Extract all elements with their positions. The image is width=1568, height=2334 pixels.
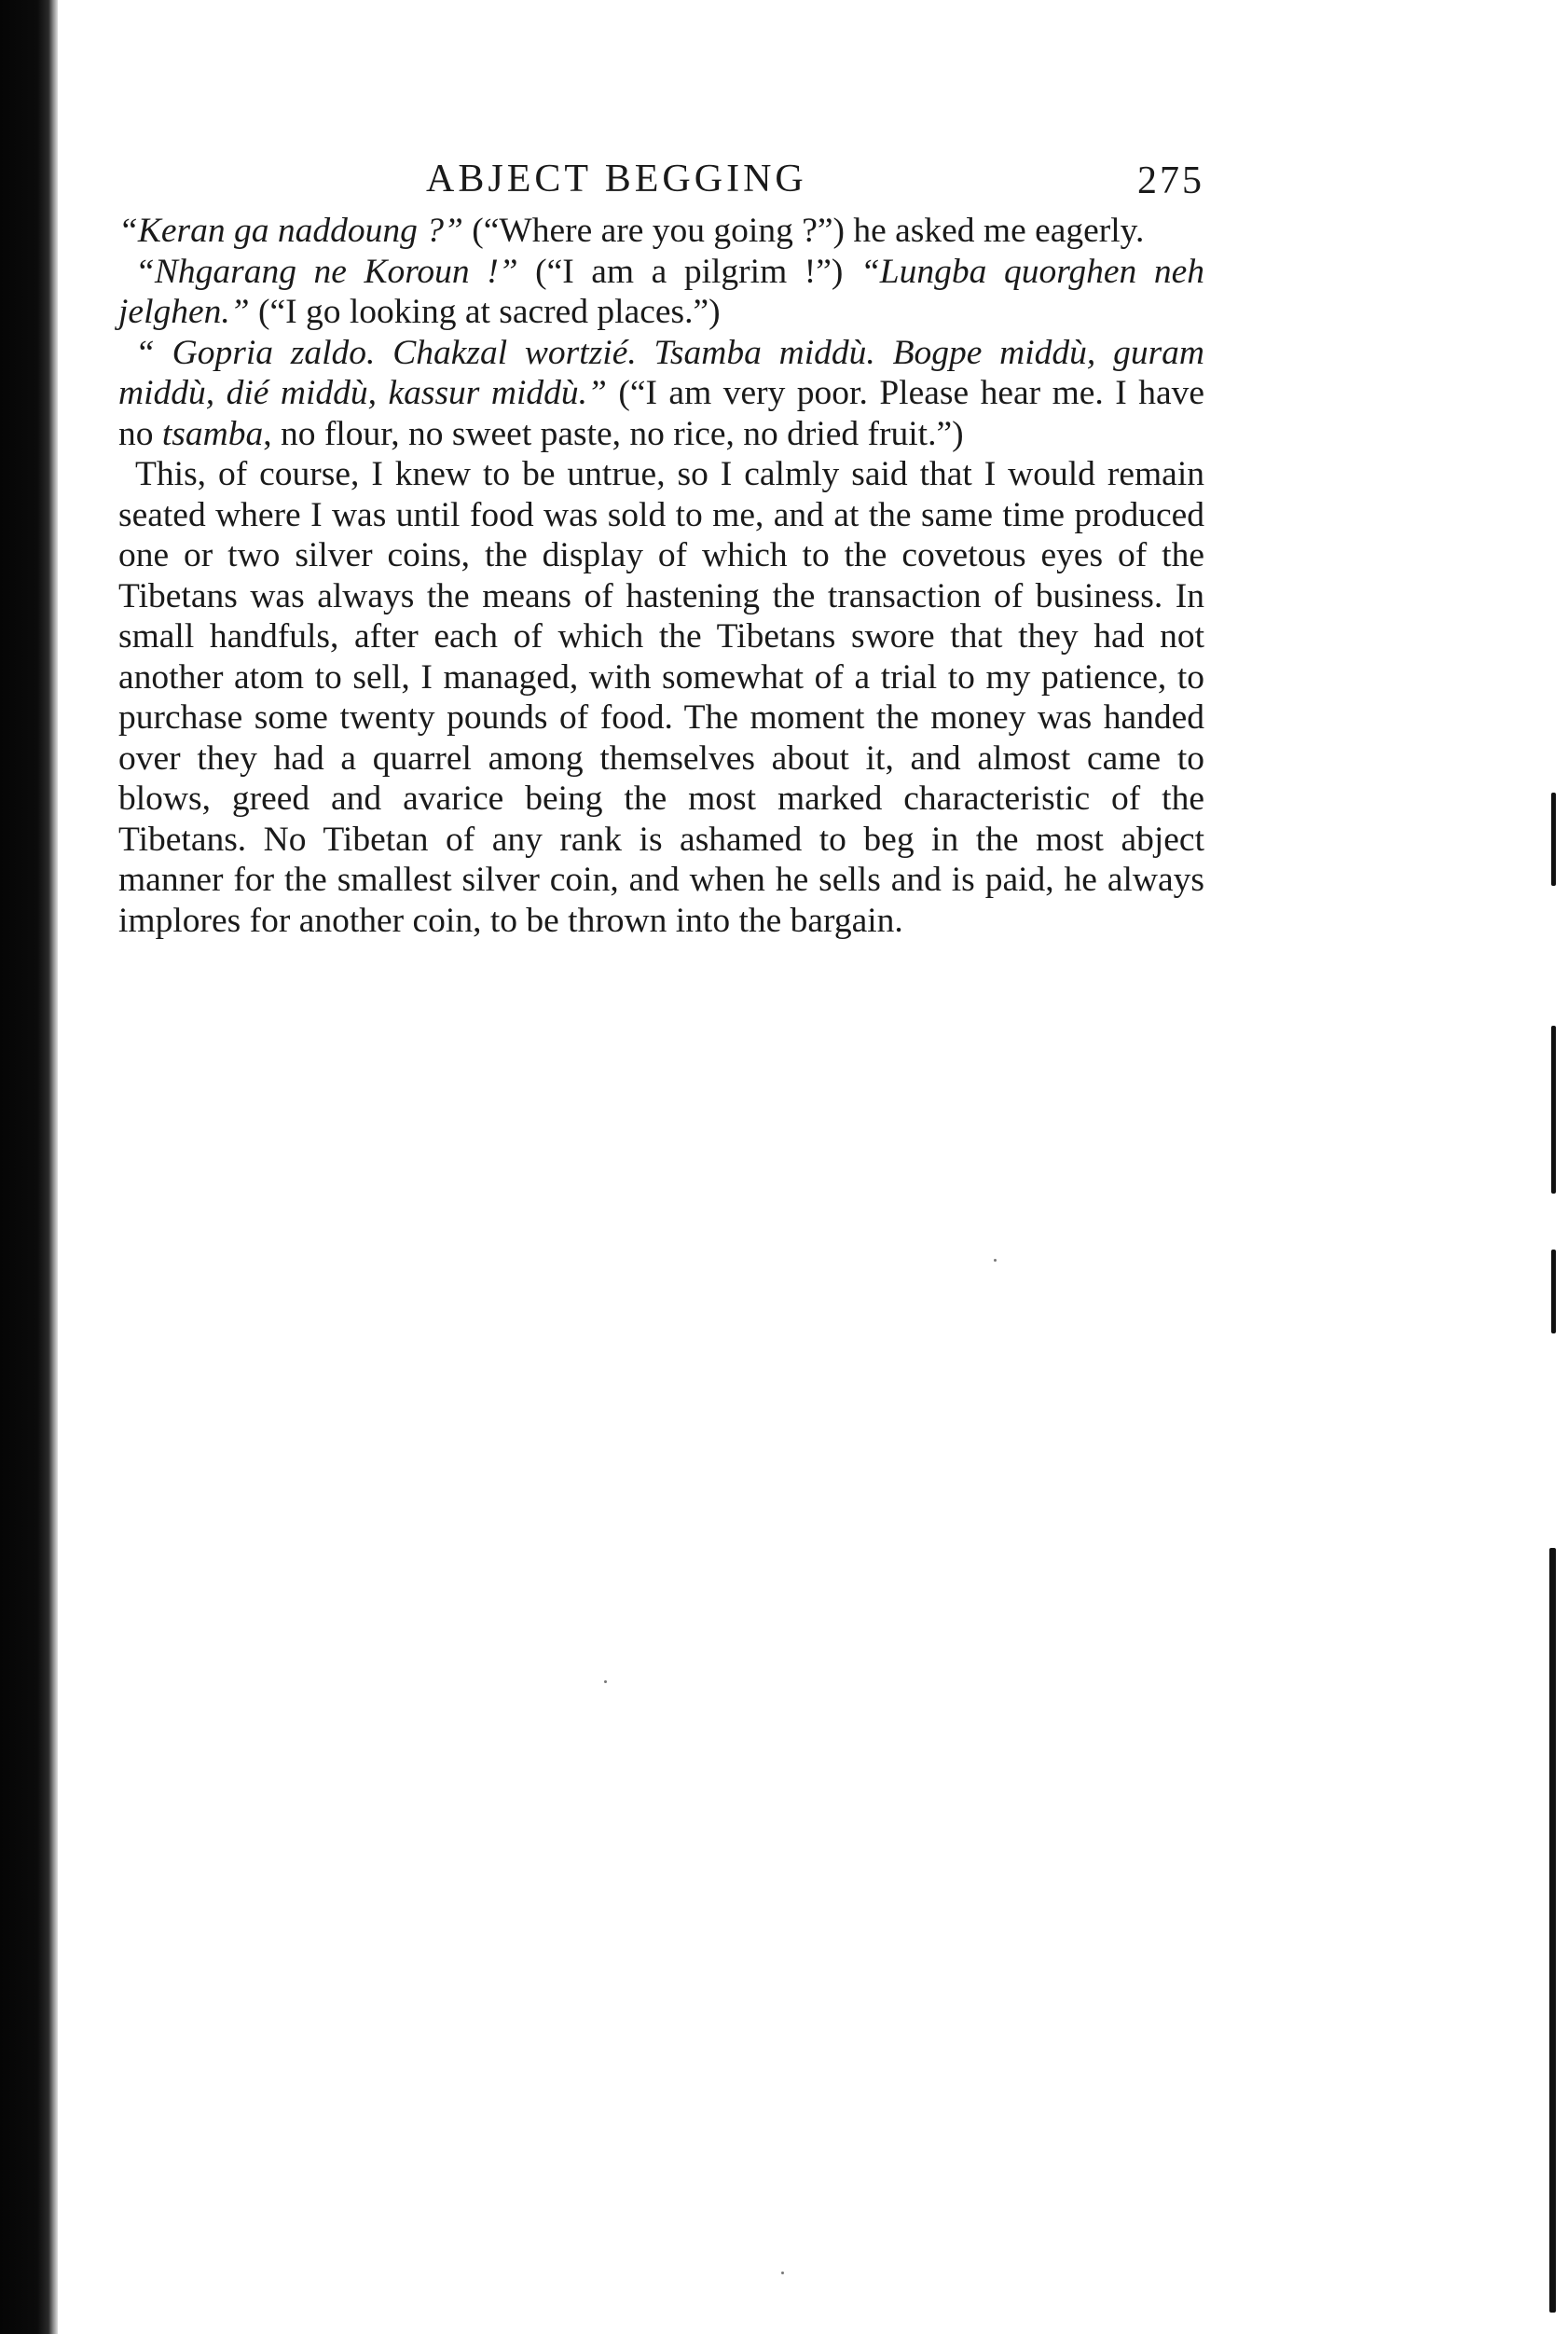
italic-text: “ Gopria zaldo. Chakzal wortzié. Tsamba middù. Bogpe middù, guram middù, dié middù, kassur middù.” bbox=[118, 333, 1204, 412]
scan-speck bbox=[604, 1680, 607, 1683]
italic-text: “Nhgarang ne Koroun !” bbox=[135, 252, 518, 291]
paragraph bbox=[118, 454, 1204, 941]
scan-edge-mark bbox=[1549, 1548, 1556, 2313]
text-run: (“Where are you going ?”) he asked me eagerly. bbox=[462, 212, 1145, 250]
text-run: This, of course, I knew to be untrue, so I calmly said that I would remain seated where I was until food was sold to me, and at the same time produced one or two silver coins, the display of which to the covetous eyes of the Tibetans was always the means of hastening the transaction of business. In small handfuls, after each of which the Tibetans swore that they had not another atom to sell, I managed, with somewhat of a trial to my patience, to purchase some twenty pounds of food. The moment the money was handed over they had a quarrel among themselves about it, and almost came to blows, greed and avarice being the most marked characteristic of the Tibetans. No Tibetan of any rank is ashamed to beg in the most abject manner for the smallest silver coin, and when he sells and is paid, he always implores for another coin, to be thrown into the bargain. bbox=[118, 455, 1204, 940]
scan-speck bbox=[994, 1259, 997, 1262]
italic-text: tsamba bbox=[161, 414, 264, 453]
book-page bbox=[118, 149, 1204, 941]
scan-edge-mark bbox=[1551, 1026, 1556, 1194]
text-run: (“I go looking at sacred places.”) bbox=[249, 293, 721, 331]
page-binding-edge bbox=[0, 0, 58, 2334]
scan-edge-mark bbox=[1551, 1250, 1556, 1333]
text-run: (“I am very poor. Please hear me. I have no bbox=[118, 374, 1204, 453]
scan-edge-mark bbox=[1551, 793, 1556, 886]
scan-speck bbox=[781, 2272, 784, 2274]
running-head bbox=[118, 149, 1204, 211]
paragraph bbox=[118, 252, 1204, 333]
body-text bbox=[118, 211, 1204, 941]
page-number: 275 bbox=[1137, 159, 1204, 202]
italic-text: “Keran ga naddoung ?” bbox=[118, 212, 463, 250]
text-run: , no flour, no sweet paste, no rice, no dried fruit.”) bbox=[263, 414, 964, 453]
paragraph bbox=[118, 333, 1204, 455]
text-run: (“I am a pilgrim !”) bbox=[517, 252, 860, 291]
italic-text: “Lungba quorghen neh jelghen.” bbox=[118, 252, 1204, 331]
running-head-title: ABJECT BEGGING bbox=[426, 158, 807, 200]
paragraph bbox=[118, 211, 1204, 252]
